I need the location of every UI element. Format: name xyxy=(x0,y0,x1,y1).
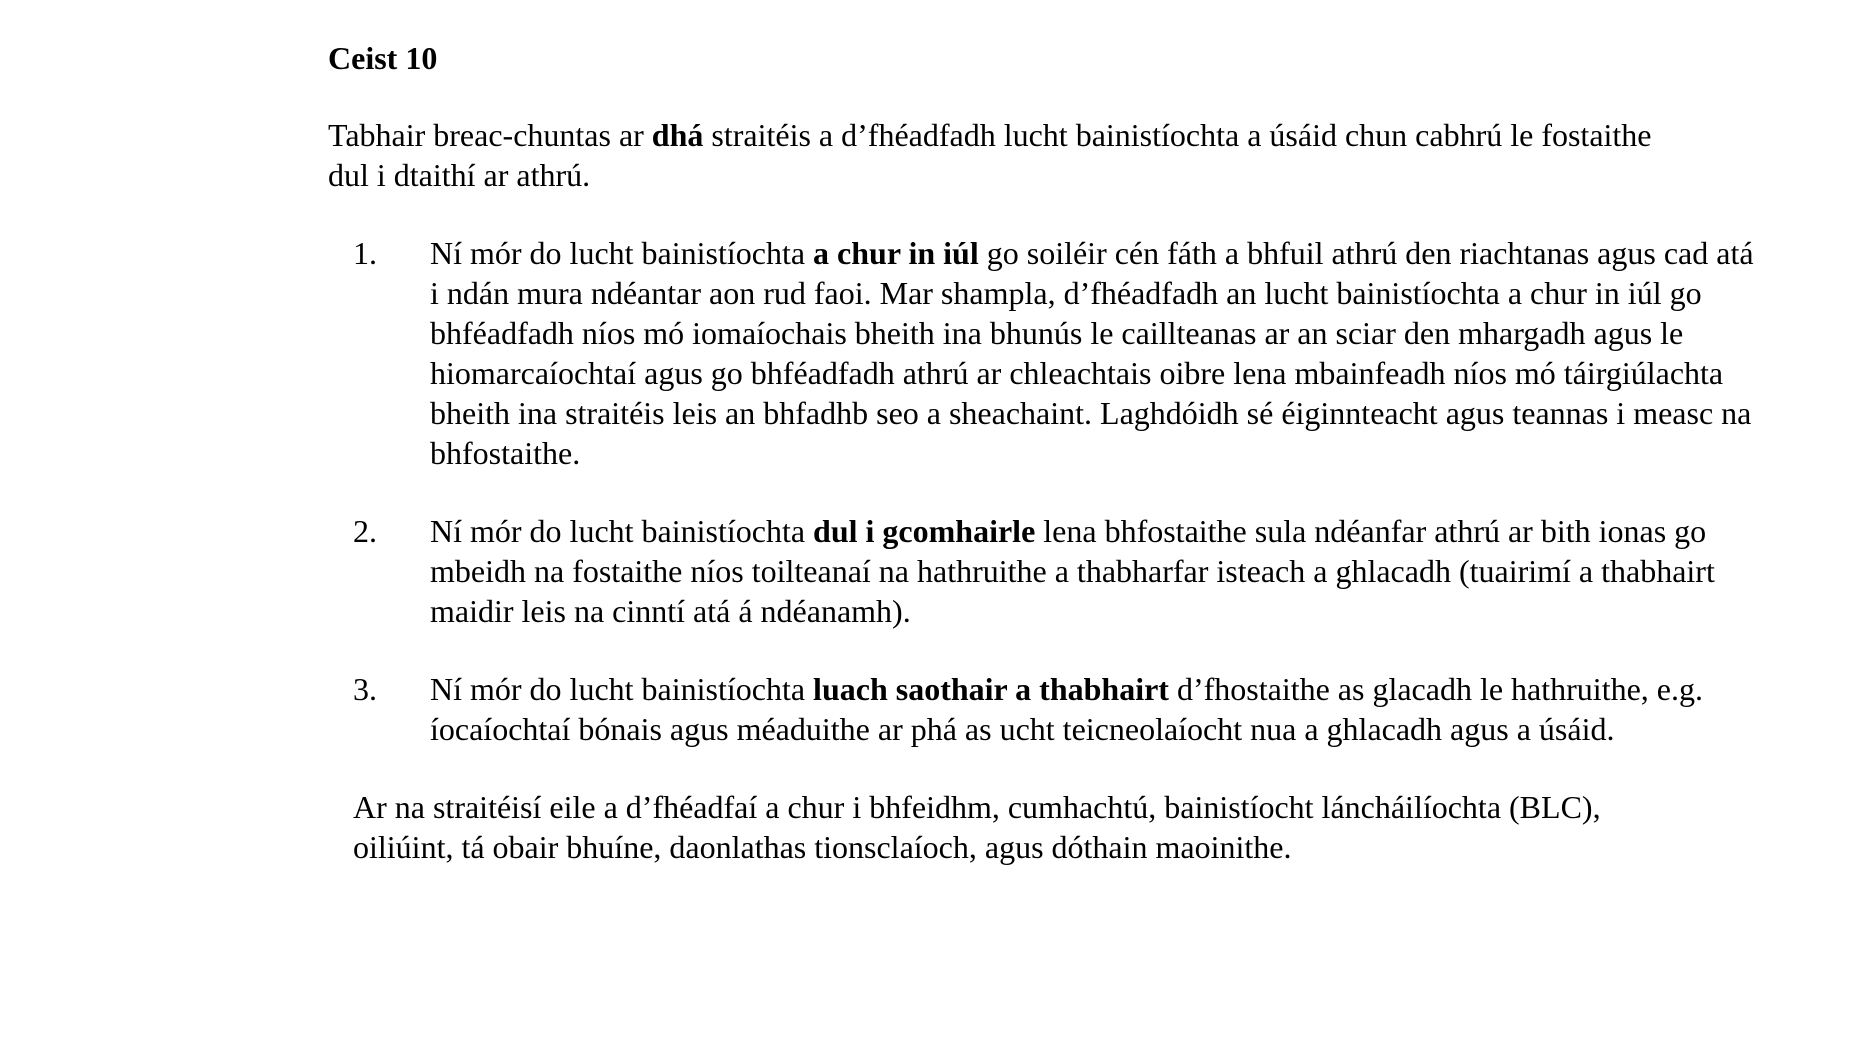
question-title: Ceist 10 xyxy=(328,40,438,76)
list-item-text-before: Ní mór do lucht bainistíochta xyxy=(430,671,814,707)
list-item-number: 3. xyxy=(353,671,377,707)
list-item-number: 1. xyxy=(353,235,377,271)
list-item xyxy=(353,233,1760,473)
list-item-text-bold: a chur in iúl xyxy=(813,235,979,271)
closing-paragraph: Ar na straitéisí eile a d’fhéadfaí a chur i bhfeidhm, cumhachtú, bainistíocht láncháilíochta (BLC), oiliúint, tá obair bhuíne, daonlathas tionsclaíoch, agus dóthain maoinithe. xyxy=(353,789,1601,865)
list-item-text-bold: dul i gcomhairle xyxy=(813,513,1036,549)
strategy-list xyxy=(328,233,1754,749)
question-intro xyxy=(328,115,1658,195)
list-item-text-after: go soiléir cén fáth a bhfuil athrú den riachtanas agus cad atá i ndán mura ndéantar aon rud faoi. Mar shampla, d’fhéadfadh an lucht bainistíochta a chur in iúl go bhféadfadh níos mó iomaíochais bheith ina bhunús le caillteanas ar an sciar den mhargadh agus le hiomarcaíochtaí agus go bhféadfadh athrú ar chleachtais oibre lena mbainfeadh níos mó táirgiúlachta bheith ina straitéis leis an bhfadhb seo a sheachaint. Laghdóidh sé éiginnteacht agus teannas i measc na bhfostaithe. xyxy=(430,235,1754,471)
list-item-text-bold: luach saothair a thabhairt xyxy=(813,671,1169,707)
document-page xyxy=(328,38,1754,867)
list-item-text-after: d’fhostaithe as glacadh le hathruithe, e.g. íocaíochtaí bónais agus méaduithe ar phá as ucht teicneolaíocht nua a ghlacadh agus a úsáid. xyxy=(430,671,1703,747)
list-item-text-after: lena bhfostaithe sula ndéanfar athrú ar bith ionas go mbeidh na fostaithe níos toilteanaí na hathruithe a thabharfar isteach a ghlacadh (tuairimí a thabhairt maidir leis na cinntí atá á ndéanamh). xyxy=(430,513,1715,629)
intro-text-before: Tabhair breac-chuntas ar xyxy=(328,117,652,153)
list-item-text-before: Ní mór do lucht bainistíochta xyxy=(430,235,814,271)
list-item-number: 2. xyxy=(353,513,377,549)
list-item-text-before: Ní mór do lucht bainistíochta xyxy=(430,513,814,549)
intro-text-after: straitéis a d’fhéadfadh lucht bainistíochta a úsáid chun cabhrú le fostaithe dul i dtaithí ar athrú. xyxy=(328,117,1652,193)
intro-text-bold: dhá xyxy=(651,117,704,153)
list-item xyxy=(353,669,1760,749)
list-item xyxy=(353,511,1760,631)
